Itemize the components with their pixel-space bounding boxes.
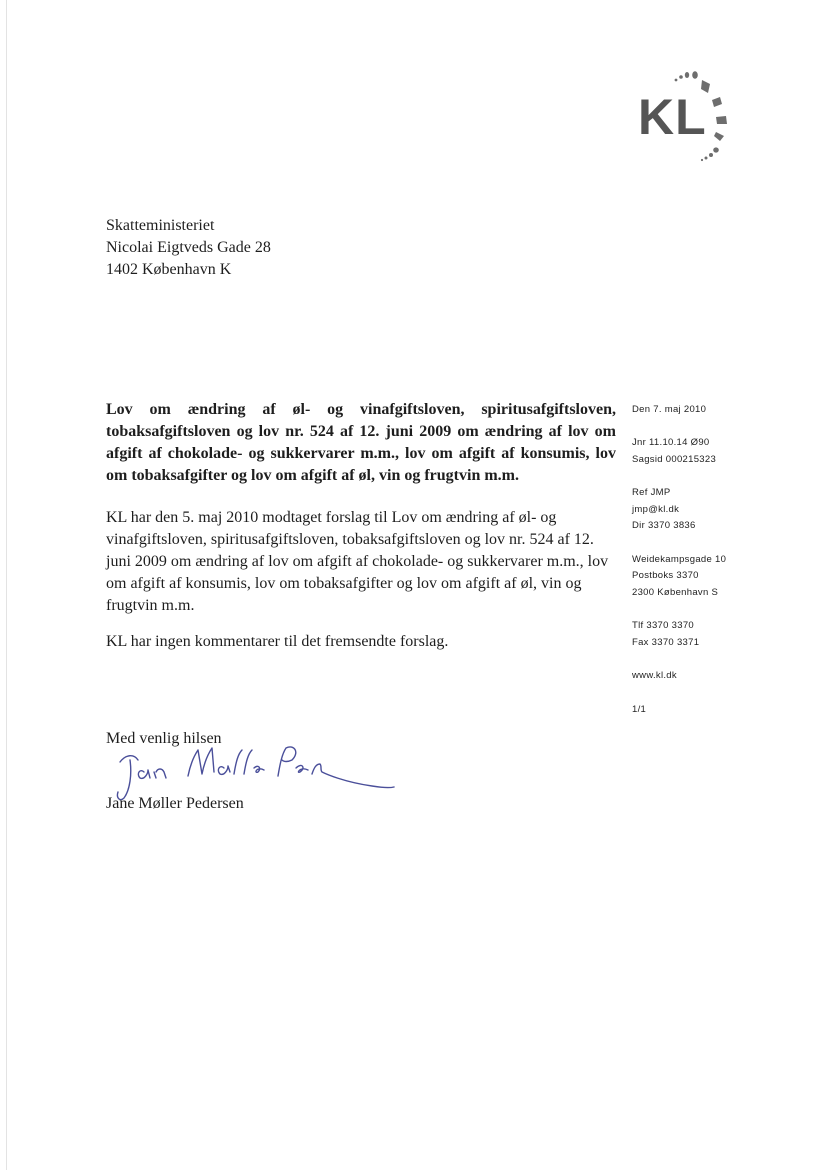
website: www.kl.dk xyxy=(632,670,677,681)
kl-logo xyxy=(632,66,744,170)
page-number: 1/1 xyxy=(632,704,647,715)
reference: Ref JMP xyxy=(632,487,671,498)
direct-phone: Dir 3370 3836 xyxy=(632,520,696,531)
journal-number: Jnr 11.10.14 Ø90 xyxy=(632,437,710,448)
phone-number: Tlf 3370 3370 xyxy=(632,620,694,631)
recipient-city: 1402 København K xyxy=(106,261,232,278)
sender-postbox: Postboks 3370 xyxy=(632,570,699,581)
recipient-street: Nicolai Eigtveds Gade 28 xyxy=(106,239,271,256)
sender-street: Weidekampsgade 10 xyxy=(632,554,727,565)
logo-text: KL xyxy=(638,89,707,145)
body-paragraph-1: KL har den 5. maj 2010 modtaget forslag til Lov om ændring af øl- og vinafgiftsloven, spiritusafgiftsloven, tobaksafgiftsloven og lov nr. 524 af 12. juni 2009 om ændring af lov om afgift af chokolade- og sukkervarer m.m., lov om afgift af konsumis, lov om tobaksafgifter og lov om afgift af øl, vin og frugtvin m.m. xyxy=(106,509,609,614)
recipient-name: Skatteministeriet xyxy=(106,217,215,234)
case-id: Sagsid 000215323 xyxy=(632,454,717,465)
sender-email: jmp@kl.dk xyxy=(632,504,680,515)
signer-name: Jane Møller Pedersen xyxy=(106,795,244,812)
sender-city: 2300 København S xyxy=(632,587,719,598)
letter-date: Den 7. maj 2010 xyxy=(632,404,707,415)
letter-subject: Lov om ændring af øl- og vinafgiftsloven, spiritusafgiftsloven, tobaksafgiftsloven og lov nr. 524 af 12. juni 2009 om ændring af lov om afgift af chokolade- og sukkervarer m.m., lov om afgift af konsumis, lov om tobaksafgifter og lov om afgift af øl, vin og frugtvin m.m. xyxy=(106,401,616,484)
body-paragraph-2: KL har ingen kommentarer til det fremsendte forslag. xyxy=(106,633,449,650)
closing-greeting: Med venlig hilsen xyxy=(106,730,222,747)
fax-number: Fax 3370 3371 xyxy=(632,637,700,648)
recipient-address xyxy=(106,215,271,281)
page-edge xyxy=(6,0,7,1170)
